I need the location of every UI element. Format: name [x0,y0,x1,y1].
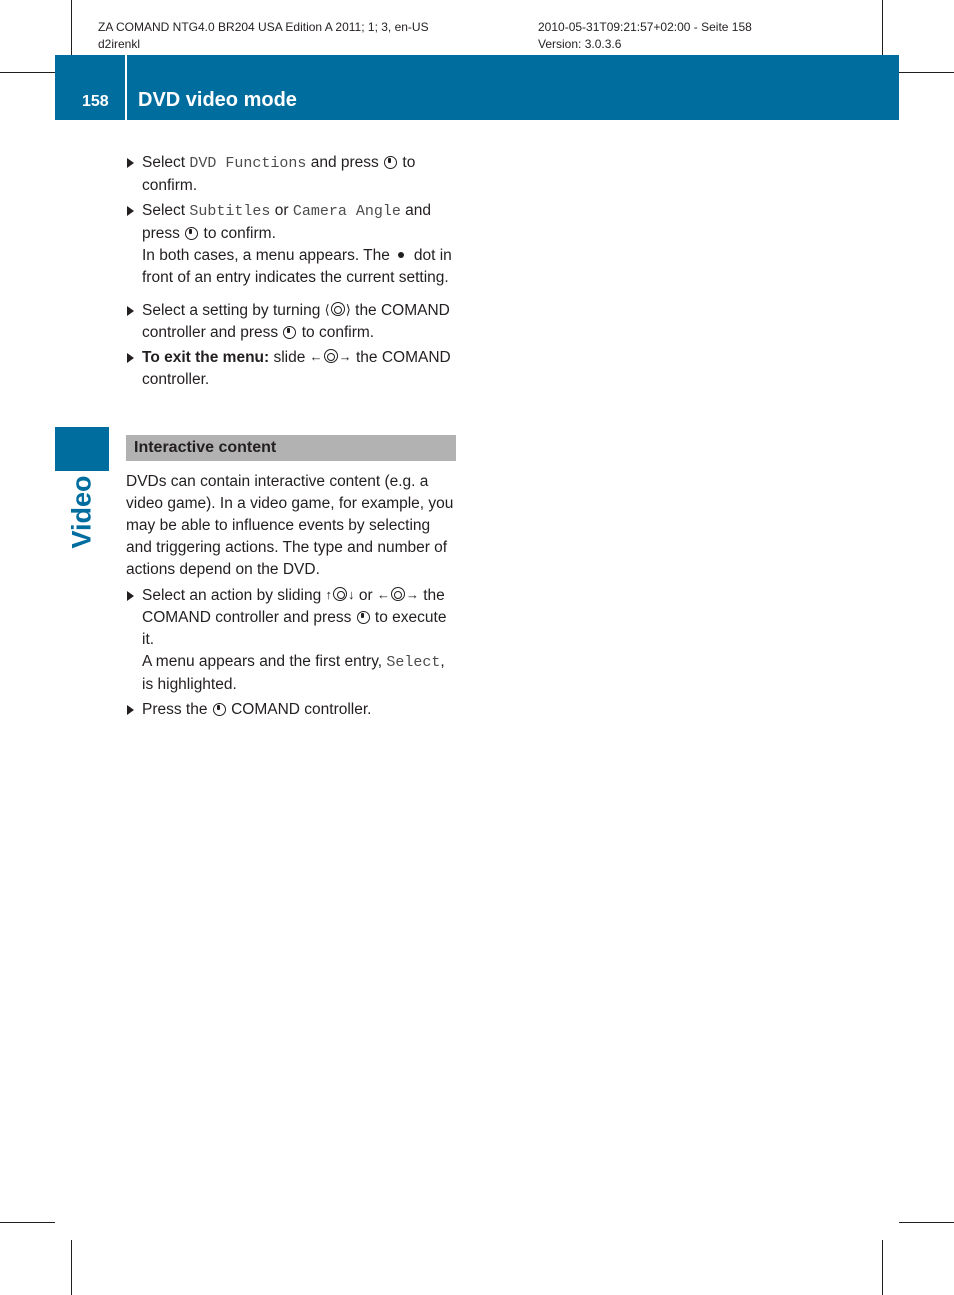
step-arrow-icon [127,306,134,316]
step-arrow-icon [127,591,134,601]
slide-up-down-icon: ↑ ↓ [325,587,355,602]
crop-mark [71,1240,72,1295]
step-text: to confirm. [297,324,375,341]
side-label: Video [66,475,97,549]
instruction-step [126,585,456,696]
note-text: A menu appears and the first entry, [142,653,387,670]
step-arrow-icon [127,705,134,715]
slide-left-right-icon: ← → [309,349,352,364]
page-number: 158 [82,93,109,110]
meta-line: ZA COMAND NTG4.0 BR204 USA Edition A 2011; 1; 3, en-US [98,20,429,34]
step-text: or [354,587,377,604]
slide-left-right-icon: ← → [376,587,419,602]
step-text: slide [269,349,310,366]
instruction-step [126,699,456,721]
menu-item-code: Subtitles [189,203,271,220]
menu-item-code: DVD Functions [189,155,307,172]
subsection-heading: Interactive content [126,435,456,461]
side-tab [55,427,109,471]
step-text: and press [142,202,432,242]
meta-line: 2010-05-31T09:21:57+02:00 - Seite 158 [538,20,752,34]
press-controller-icon [185,227,198,240]
crop-mark [0,1222,55,1223]
instruction-step [126,200,456,289]
step-text: to confirm. [199,225,276,242]
step-text: COMAND controller. [226,701,372,718]
turn-controller-icon: ⟨ ⟩ [324,302,351,317]
step-text: Press the [142,701,212,718]
instruction-step [126,300,456,344]
note-text: , is highlighted. [142,653,445,693]
crop-mark [899,1222,954,1223]
crop-mark [899,72,954,73]
step-note [142,245,456,289]
menu-item-code: Camera Angle [292,203,401,220]
instruction-step [126,152,456,197]
menu-item-code: Select [386,654,441,671]
content-column [126,152,456,724]
step-text: to execute it. [142,609,447,648]
step-arrow-icon [127,353,134,363]
step-note [142,651,456,696]
crop-mark [882,0,883,55]
note-text: dot in front of an entry indicates the current setting. [142,247,452,286]
print-meta-left [98,19,429,53]
step-text: Select [142,202,190,219]
print-meta-right [538,19,752,53]
step-text: Select an action by sliding [142,587,326,604]
crop-mark [0,72,55,73]
meta-line: d2irenkl [98,37,141,51]
instruction-step [126,347,456,391]
press-controller-icon [213,703,226,716]
header-divider [125,55,127,120]
crop-mark [882,1240,883,1295]
step-text: the COMAND controller and press [142,587,445,626]
step-text: or [270,202,293,219]
intro-paragraph: DVDs can contain interactive content (e.g. a video game). In a video game, for example, you may be able to influence events by selecting and triggering actions. The type and number of actions depend on the DVD. [126,473,454,578]
step-arrow-icon [127,158,134,168]
step-text: Select [142,154,190,171]
step-arrow-icon [127,206,134,216]
step-text: the COMAND controller. [142,349,451,388]
press-controller-icon [357,611,370,624]
step-text: the COMAND controller and press [142,302,450,341]
step-text: to confirm. [142,154,416,194]
meta-line: Version: 3.0.3.6 [538,37,622,51]
crop-mark [71,0,72,55]
step-text: and press [306,154,384,171]
step-text: Select a setting by turning [142,302,325,319]
press-controller-icon [283,326,296,339]
press-controller-icon [384,156,397,169]
note-text: In both cases, a menu appears. The [142,247,390,264]
bullet-dot-icon [398,252,404,258]
section-title: DVD video mode [138,89,297,111]
step-bold-text: To exit the menu: [142,349,270,366]
